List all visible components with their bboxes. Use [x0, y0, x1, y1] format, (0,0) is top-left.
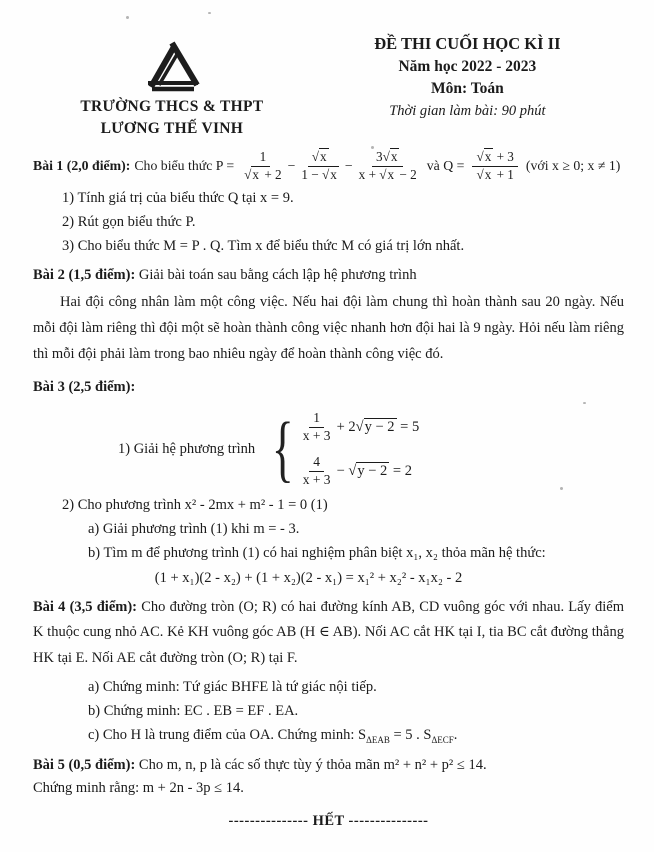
problem-1-item-1: 1) Tính giá trị của biểu thức Q tại x = 9.: [62, 190, 294, 207]
problem-3-item-2a: a) Giải phương trình (1) khi m = - 3.: [88, 520, 300, 537]
fraction-2: $\frac{√x}{1 - √x}$: [301, 149, 337, 182]
school-name-line1: TRƯỜNG THCS & THPT: [80, 98, 264, 115]
problem-2-body: Hai đội công nhân làm một công việc. Nếu hai đội làm chung thì hoàn thành sau 20 ngày. Nếu mỗi đội làm riêng thì đội một sẽ hoàn thành công việc nhanh hơn đội hai là 9 ngày. Hỏi nếu làm riêng thì mỗi đội phải làm trong bao nhiêu ngày để hoàn thành công việc đó.: [33, 294, 624, 362]
problem-2-label: Bài 2 (1,5 điểm):: [33, 267, 136, 284]
problem-1-item-3: 3) Cho biểu thức M = P . Q. Tìm x để biểu thức M có giá trị lớn nhất.: [62, 238, 465, 255]
problem-3-label: Bài 3 (2,5 điểm):: [33, 379, 136, 396]
problem-5-line2: Chứng minh rằng: m + 2n - 3p ≤ 14.: [33, 780, 244, 797]
scan-speck: [371, 146, 374, 149]
problem-1-label: Bài 1 (2,0 điểm):: [33, 158, 131, 174]
problem-1-statement: [33, 149, 624, 183]
problem-3-heading: [33, 375, 624, 400]
problem-2-heading: [33, 263, 624, 288]
problem-1-item-2: 2) Rút gọn biểu thức P.: [62, 214, 196, 231]
exam-title: ĐỀ THI CUỐI HỌC KÌ II: [374, 34, 561, 53]
problem-4-item-a: a) Chứng minh: Tứ giác BHFE là tứ giác nội tiếp.: [88, 678, 377, 695]
problem-3-item-2b: b) Tìm m để phương trình (1) có hai nghiệm phân biệt x₁, x₂ thỏa mãn hệ thức:: [88, 544, 546, 561]
problem-3-system: [118, 410, 624, 489]
scan-speck: [126, 16, 129, 19]
fraction-1: $\frac{1}{√x + 2}$: [244, 149, 282, 182]
header-school-block: [33, 30, 311, 139]
header-exam-block: [311, 30, 624, 123]
problem-1-condition: (với x ≥ 0; x ≠ 1): [525, 158, 621, 174]
fraction-3: $\frac{3√x}{x + √x - 2}$: [358, 149, 417, 182]
subject: Môn: Toán: [430, 80, 504, 98]
problem-5-heading: [33, 753, 624, 778]
problem-5-label: Bài 5 (0,5 điểm):: [33, 756, 136, 773]
system-rows: [297, 410, 420, 489]
problem-4-item-b: b) Chứng minh: EC . EB = EF . EA.: [88, 702, 299, 719]
duration: Thời gian làm bài: 90 phút: [389, 102, 546, 119]
school-year: Năm học 2022 - 2023: [398, 57, 537, 75]
problem-5-body: Cho m, n, p là các số thực tùy ý thỏa mãn m² + n² + p² ≤ 14.: [138, 756, 487, 773]
school-name-line2: LƯƠNG THẾ VINH: [100, 119, 244, 137]
system-row-1: $\frac{1}{x + 3}$ + 2√y − 2 = 5: [302, 410, 420, 443]
and-q-text: và Q =: [426, 158, 465, 174]
problem-4-item-c: c) Cho H là trung điểm của OA. Chứng minh: $S_{\Delta EAB} = 5$ . $S_{\Delta ECF}$.: [88, 726, 458, 745]
end-mark: --------------- HẾT ---------------: [228, 813, 429, 830]
problem-3-item-2: 2) Cho phương trình x² - 2mx + m² - 1 = 0 (1): [62, 496, 328, 513]
problem-4-body: [33, 595, 624, 672]
scan-speck: [208, 12, 211, 14]
problem-4-label: Bài 4 (3,5 điểm):: [33, 598, 138, 615]
system-row-2: $\frac{4}{x + 3}$ − √y − 2 = 2: [302, 453, 412, 487]
triangle-logo-icon: [139, 38, 205, 94]
scan-speck: [583, 402, 586, 404]
problem-2-intro: Giải bài toán sau bằng cách lập hệ phương trình: [138, 267, 417, 284]
problem-4-text: Cho đường tròn (O; R) có hai đường kính AB, CD vuông góc với nhau. Lấy điểm K thuộc cung nhỏ AC. Kẻ KH vuông góc AB (H ∈ AB). Nối AC cắt HK tại I, tia BC cắt đường thẳng HK tại E. Nối AE cắt đường tròn (O; R) tại F.: [33, 598, 625, 667]
minus-sign: −: [287, 158, 296, 174]
problem-1-intro: Cho biểu thức P =: [134, 158, 235, 174]
problem-3-equation: (1 + x₁)(2 - x₂) + (1 + x₂)(2 - x₁) = x₁² + x₂² - x₁x₂ - 2: [154, 569, 463, 586]
system-label: 1) Giải hệ phương trình: [118, 440, 256, 457]
school-logo: [33, 38, 311, 96]
minus-sign: −: [344, 158, 353, 174]
fraction-4: $\frac{√x + 3}{√x + 1}$: [472, 149, 517, 183]
header: [33, 30, 624, 139]
brace-icon: {: [271, 408, 294, 491]
scan-speck: [560, 487, 563, 490]
